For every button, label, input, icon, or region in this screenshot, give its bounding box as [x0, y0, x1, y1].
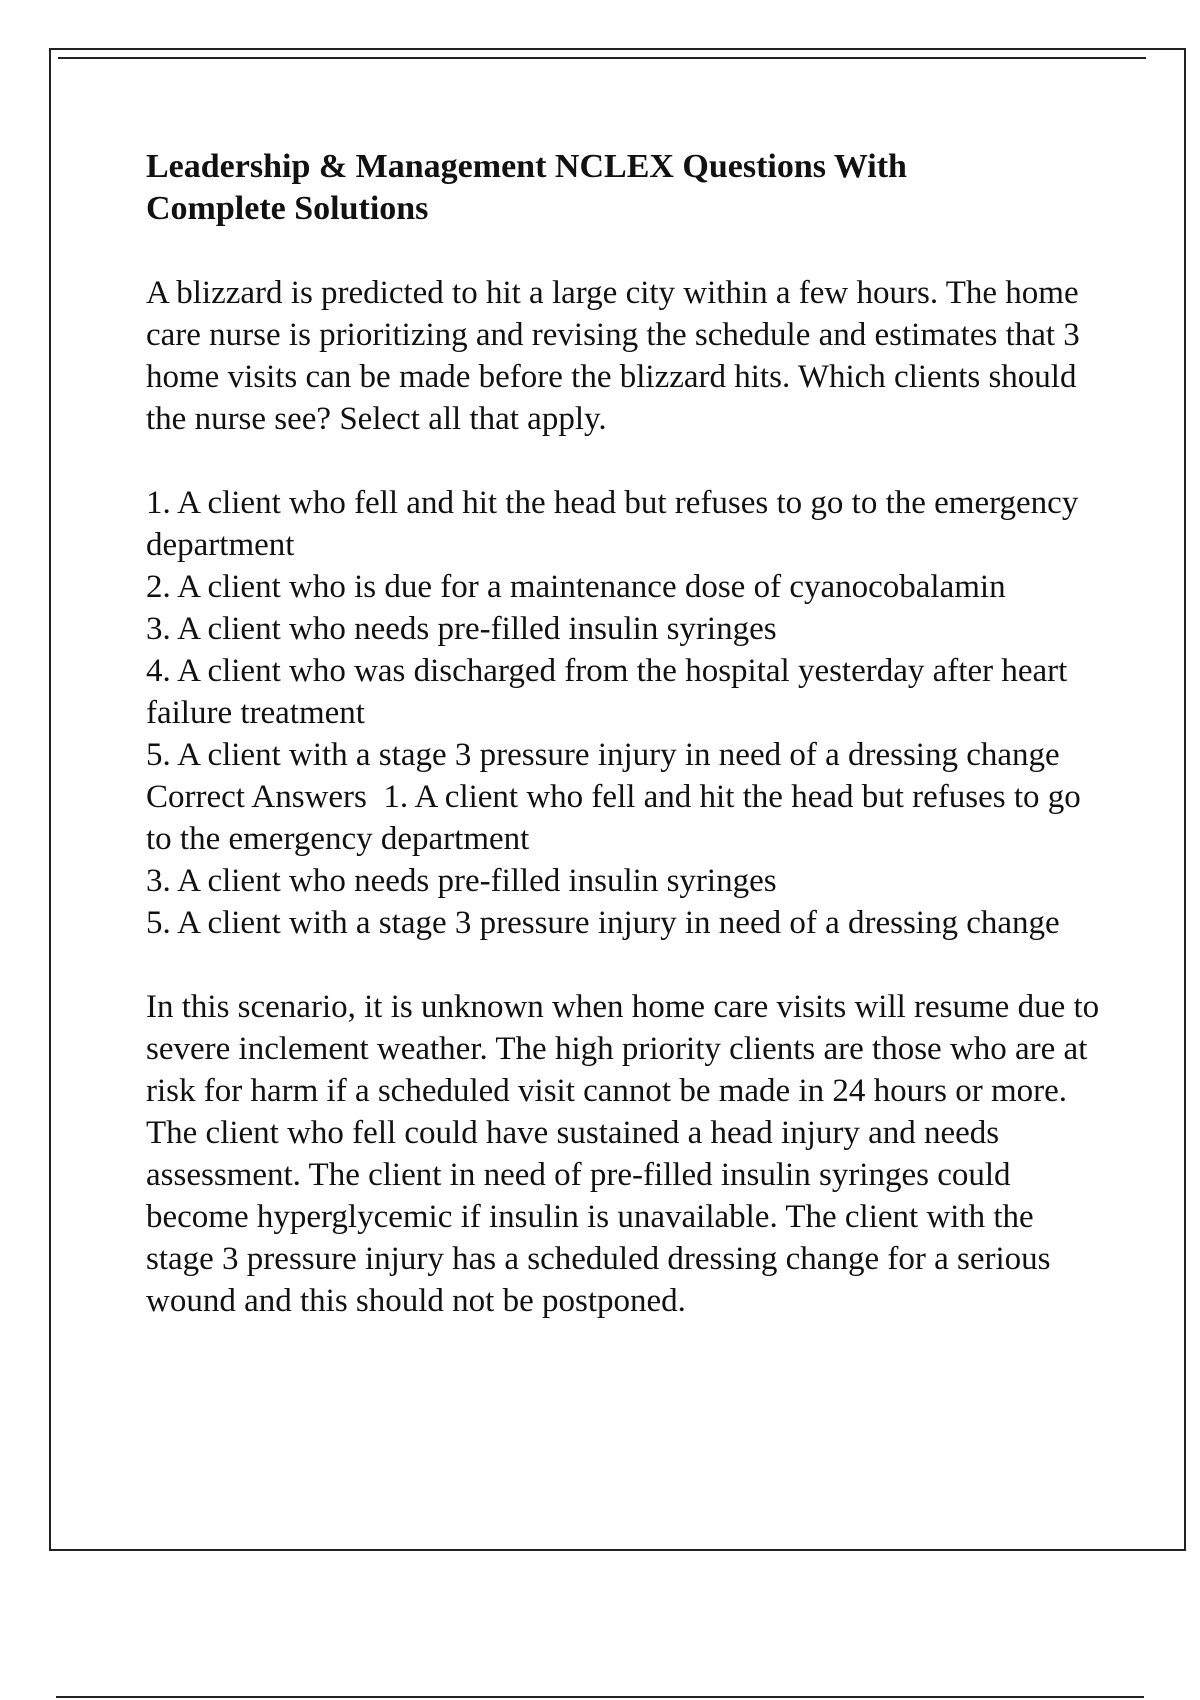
option-line: 2. A client who is due for a maintenance dose of cyanocobalamin: [146, 569, 1006, 605]
bottom-rule: [56, 1696, 1144, 1698]
option-line: 1. A client who fell and hit the head but refuses to go to the emergency department: [146, 485, 1087, 563]
option-line: 5. A client with a stage 3 pressure injury in need of a dressing change Correct Answers 1. A client who fell and hit the head but refuses to go to the emergency department: [146, 737, 1090, 857]
question-text: A blizzard is predicted to hit a large city within a few hours. The home care nurse is prioritizing and revising the schedule and estimates that 3 home visits can be made before the blizzard hits. Which clients should the nurse see? Select all that apply.: [146, 275, 1080, 437]
option-line: 5. A client with a stage 3 pressure injury in need of a dressing change: [146, 905, 1060, 941]
option-line: 4. A client who was discharged from the hospital yesterday after heart failure treatment: [146, 653, 1076, 731]
option-line: 3. A client who needs pre-filled insulin syringes: [146, 611, 777, 647]
top-rule: [58, 57, 1146, 59]
answer-options: [146, 482, 1106, 944]
option-line: 3. A client who needs pre-filled insulin syringes: [146, 863, 777, 899]
document-body: [146, 146, 1106, 1364]
document-title: Leadership & Management NCLEX Questions With Complete Solutions: [146, 148, 907, 227]
rationale-text: In this scenario, it is unknown when home care visits will resume due to severe inclement weather. The high priority clients are those who are at risk for harm if a scheduled visit cannot be made in 24 hours or more. The client who fell could have sustained a head injury and needs assessment. The client in need of pre-filled insulin syringes could become hyperglycemic if insulin is unavailable. The client with the stage 3 pressure injury has a scheduled dressing change for a serious wound and this should not be postponed.: [146, 989, 1100, 1319]
